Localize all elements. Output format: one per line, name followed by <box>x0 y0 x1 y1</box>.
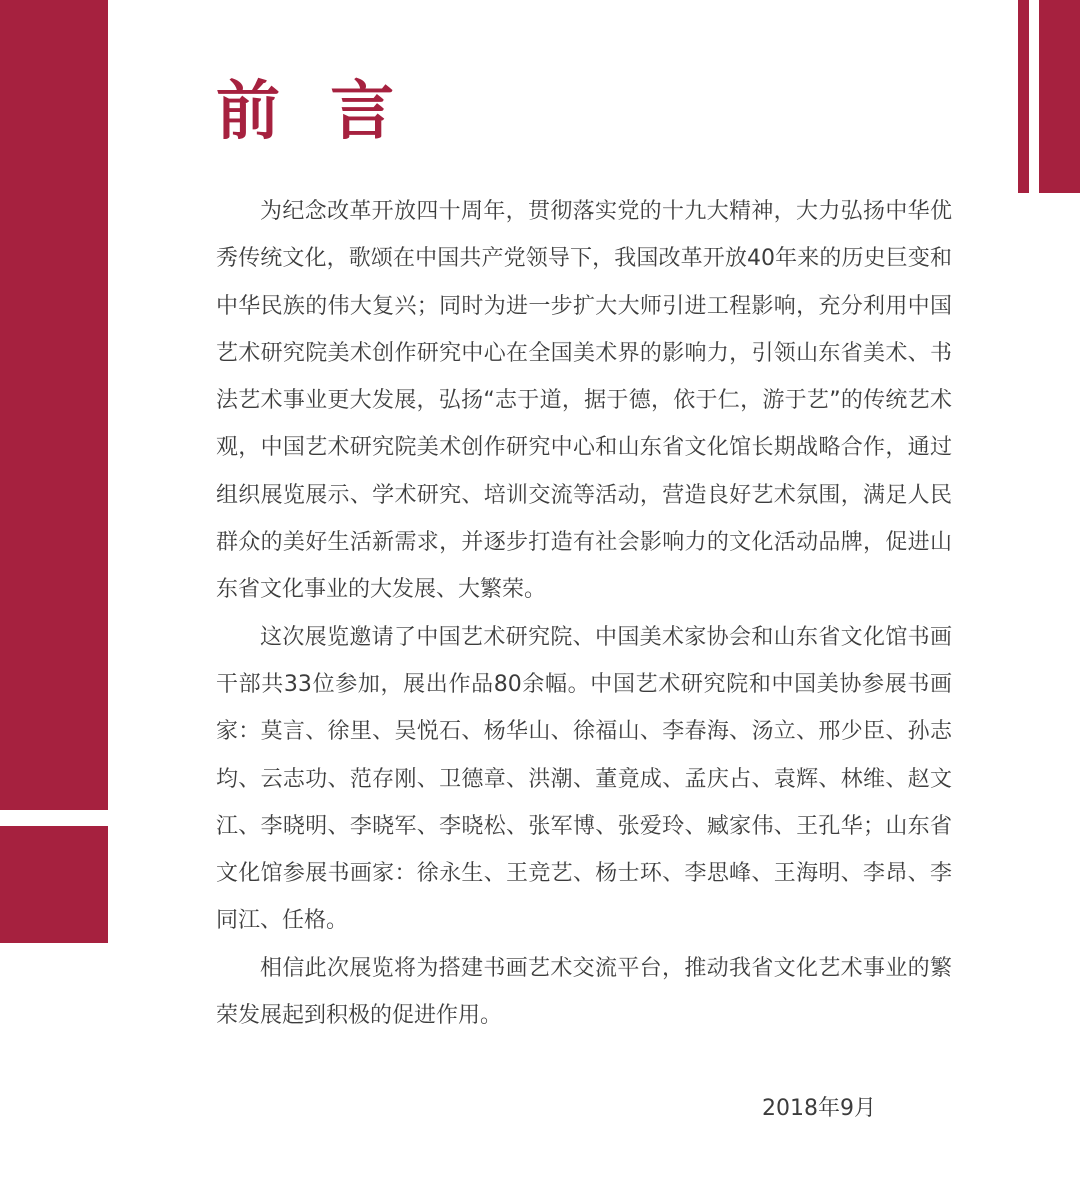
right-decorative-bar-wide <box>1039 0 1080 193</box>
right-decorative-bar-thin <box>1018 0 1029 193</box>
page-title: 前 言 <box>216 74 409 149</box>
paragraph-3: 相信此次展览将为搭建书画艺术交流平台，推动我省文化艺术事业的繁荣发展起到积极的促进作用。 <box>216 955 952 1029</box>
paragraph-2: 这次展览邀请了中国艺术研究院、中国美术家协会和山东省文化馆书画干部共33位参加，展出作品80余幅。中国艺术研究院和中国美协参展书画家：莫言、徐里、吴悦石、杨华山、徐福山、李春海、汤立、邢少臣、孙志均、云志功、范存刚、卫德章、洪潮、董竟成、孟庆占、袁辉、林维、赵文江、李晓明、李晓军、李晓松、张军博、张爱玲、臧家伟、王孔华；山东省文化馆参展书画家：徐永生、王竞艺、杨士环、李思峰、王海明、李昂、李同江、任格。 <box>216 624 952 934</box>
left-decorative-bar-bottom <box>0 826 108 943</box>
left-decorative-bar-top <box>0 0 108 810</box>
paragraph-1: 为纪念改革开放四十周年，贯彻落实党的十九大精神，大力弘扬中华优秀传统文化，歌颂在中国共产党领导下，我国改革开放40年来的历史巨变和中华民族的伟大复兴；同时为进一步扩大大师引进工程影响，充分利用中国艺术研究院美术创作研究中心在全国美术界的影响力，引领山东省美术、书法艺术事业更大发展，弘扬“志于道，据于德，依于仁，游于艺”的传统艺术观，中国艺术研究院美术创作研究中心和山东省文化馆长期战略合作，通过组织展览展示、学术研究、培训交流等活动，营造良好艺术氛围，满足人民群众的美好生活新需求，并逐步打造有社会影响力的文化活动品牌，促进山东省文化事业的大发展、大繁荣。 <box>216 199 952 603</box>
document-date: 2018年9月 <box>762 1096 876 1121</box>
preface-body <box>216 188 952 1039</box>
